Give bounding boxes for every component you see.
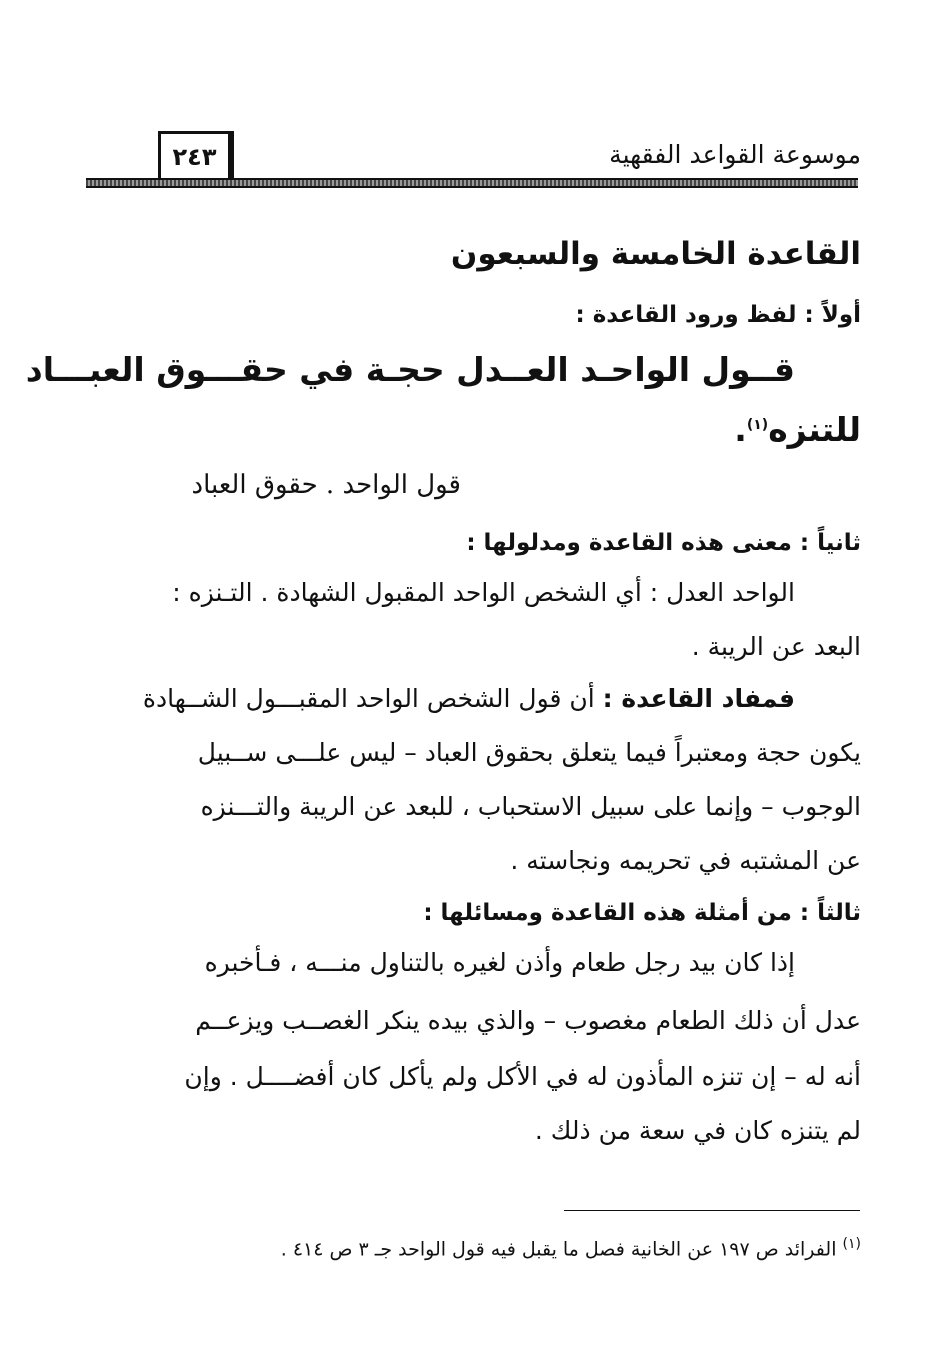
meaning-lead: فمفاد القاعدة : — [602, 684, 795, 713]
footnote-marker: (١) — [842, 1236, 861, 1252]
rule-text-end: . — [734, 410, 747, 449]
example-line: إذا كان بيد رجل طعام وأذن لغيره بالتناول منـــه ، فـأخبره — [204, 948, 795, 977]
meaning-line: يكون حجة ومعتبراً فيما يتعلق بحقوق العباد – ليس علـــى ســبيل — [197, 738, 861, 767]
footnote-text: الفرائد ص ١٩٧ عن الخانية فصل ما يقبل فيه قول الواحد جـ ٣ ص ٤١٤ . — [280, 1238, 837, 1261]
footnote-rule — [564, 1210, 860, 1211]
rule-text-word: للتنزه — [768, 410, 861, 449]
footnote-ref: (١) — [746, 417, 769, 433]
example-line: لم يتنزه كان في سعة من ذلك . — [534, 1116, 861, 1145]
section2-heading: ثانياً : معنى هذه القاعدة ومدلولها : — [466, 530, 861, 556]
section3-heading: ثالثاً : من أمثلة هذه القاعدة ومسائلها : — [423, 900, 861, 926]
section1-heading: أولاً : لفظ ورود القاعدة : — [575, 302, 861, 328]
page-number-box — [158, 131, 234, 181]
example-line: أنه له – إن تنزه المأذون له في الأكل ولم يأكل كان أفضــــل . وإن — [184, 1062, 861, 1091]
meaning-line: الوجوب – وإنما على سبيل الاستحباب ، للبعد عن الريبة والتـــنزه — [200, 792, 861, 821]
page-number: ٢٤٣ — [172, 143, 217, 171]
keywords: قول الواحد . حقوق العباد — [191, 470, 461, 500]
rule-text-line1: قــول الواحـد العــدل حجـة في حقـــوق العبـــاد — [25, 350, 795, 389]
rule-heading: القاعدة الخامسة والسبعون — [450, 236, 861, 272]
meaning-line-first — [143, 684, 795, 713]
header-rule — [86, 178, 858, 188]
section2-line: الواحد العدل : أي الشخص الواحد المقبول الشهادة . التـنزه : — [172, 578, 795, 607]
example-line: عدل أن ذلك الطعام مغصوب – والذي بيده ينكر الغصــب ويزعــم — [195, 1006, 861, 1035]
rule-text-line2 — [734, 410, 861, 449]
running-header-title: موسوعة القواعد الفقهية — [609, 140, 861, 169]
footnote — [281, 1236, 861, 1260]
meaning-line: عن المشتبه في تحريمه ونجاسته . — [510, 846, 861, 875]
section2-line: البعد عن الريبة . — [691, 632, 861, 661]
meaning-text: أن قول الشخص الواحد المقبـــول الشــهادة — [142, 684, 595, 713]
